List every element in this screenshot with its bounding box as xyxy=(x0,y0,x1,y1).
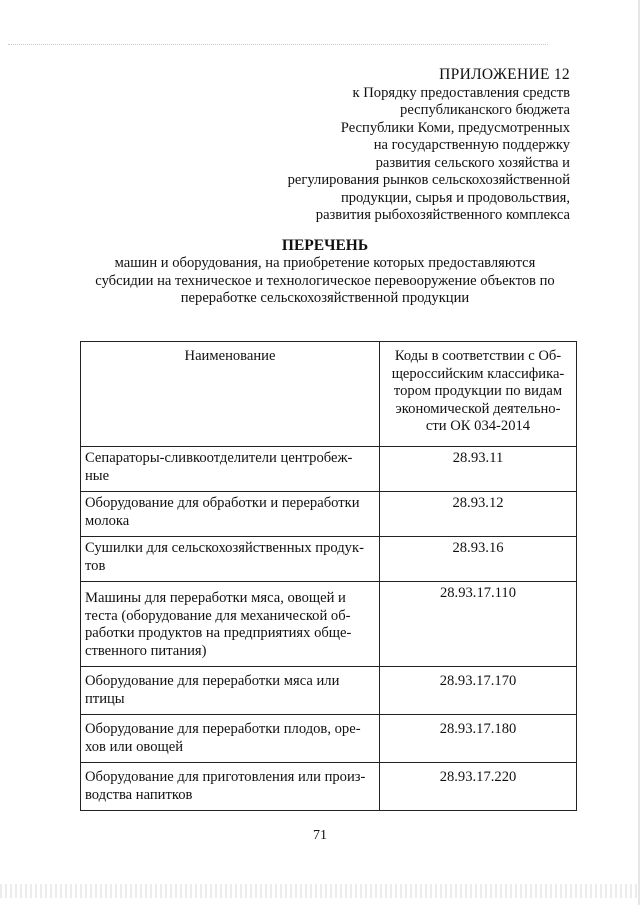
header-code-line: тором продукции по видам xyxy=(393,383,563,399)
row-name-line: хов или овощей xyxy=(85,738,184,755)
appendix-line: Республики Коми, предусмотренных xyxy=(340,119,570,136)
appendix-line: регулирования рынков сельскохозяйственной xyxy=(287,172,570,188)
header-name xyxy=(81,342,380,447)
equipment-table xyxy=(80,341,577,811)
appendix-line: на государственную поддержку xyxy=(373,137,570,153)
row-name-line: Машины для переработки мяса, овощей и xyxy=(85,590,346,606)
heading-line: субсидии на техническое и технологическое перевооружение объектов по xyxy=(95,272,555,289)
scan-artifact-bottom xyxy=(0,884,640,898)
row-name-line: Оборудование для переработки мяса или xyxy=(85,673,340,689)
header-code-line: щероссийским классифика- xyxy=(391,365,565,382)
row-name xyxy=(81,763,380,811)
table-row xyxy=(81,447,577,492)
row-code: 28.93.16 xyxy=(380,537,577,582)
row-name-line: Оборудование для приготовления или произ- xyxy=(85,769,366,785)
row-name-line: Сепараторы-сливкоотделители центробеж- xyxy=(85,450,353,466)
row-name-line: ственного питания) xyxy=(85,642,207,659)
heading-line: машин и оборудования, на приобретение которых предоставляются xyxy=(114,255,536,271)
table-row xyxy=(81,763,577,811)
appendix-line: республиканского бюджета xyxy=(400,102,570,118)
appendix-line: к Порядку предоставления средств xyxy=(352,84,570,101)
row-code: 28.93.17.110 xyxy=(380,582,577,667)
row-code: 28.93.17.170 xyxy=(380,667,577,715)
table-row xyxy=(81,492,577,537)
page-number: 71 xyxy=(313,828,327,843)
table-row xyxy=(81,582,577,667)
table-row xyxy=(81,715,577,763)
appendix-line: продукции, сырья и продовольствия, xyxy=(340,189,570,206)
header-code-line: экономической деятельно- xyxy=(395,400,561,417)
header-code xyxy=(380,342,577,447)
row-name xyxy=(81,667,380,715)
table-row xyxy=(81,537,577,582)
row-name xyxy=(81,582,380,667)
row-code: 28.93.17.180 xyxy=(380,715,577,763)
row-name-line: Оборудование для обработки и переработки xyxy=(85,495,360,511)
appendix-title: ПРИЛОЖЕНИЕ 12 xyxy=(439,66,570,83)
row-name-line: водства напитков xyxy=(85,786,193,803)
appendix-line: развития рыбохозяйственного комплекса xyxy=(315,207,570,223)
table-header-row xyxy=(81,342,577,447)
document-heading xyxy=(80,236,570,308)
row-name xyxy=(81,492,380,537)
header-code-line: Коды в соответствии с Об- xyxy=(394,348,562,364)
appendix-block xyxy=(240,66,570,225)
heading-line: переработке сельскохозяйственной продукции xyxy=(180,290,470,306)
row-name-line: молока xyxy=(85,512,130,529)
row-name-line: теста (оборудование для механической об- xyxy=(85,607,351,624)
row-name-line: Сушилки для сельскохозяйственных продук- xyxy=(85,540,364,556)
scan-artifact-top xyxy=(8,44,548,45)
row-name xyxy=(81,447,380,492)
row-code: 28.93.11 xyxy=(380,447,577,492)
header-code-line: сти ОК 034-2014 xyxy=(425,418,531,434)
row-name xyxy=(81,715,380,763)
row-code: 28.93.12 xyxy=(380,492,577,537)
row-code: 28.93.17.220 xyxy=(380,763,577,811)
appendix-line: развития сельского хозяйства и xyxy=(375,154,570,171)
row-name-line: Оборудование для переработки плодов, оре- xyxy=(85,721,361,737)
table-row xyxy=(81,667,577,715)
header-name-text: Наименование xyxy=(184,348,276,364)
heading-title: ПЕРЕЧЕНЬ xyxy=(281,237,369,254)
row-name-line: работки продуктов на предприятиях обще- xyxy=(85,625,352,641)
row-name xyxy=(81,537,380,582)
row-name-line: ные xyxy=(85,467,110,484)
row-name-line: тов xyxy=(85,557,106,574)
row-name-line: птицы xyxy=(85,690,125,707)
